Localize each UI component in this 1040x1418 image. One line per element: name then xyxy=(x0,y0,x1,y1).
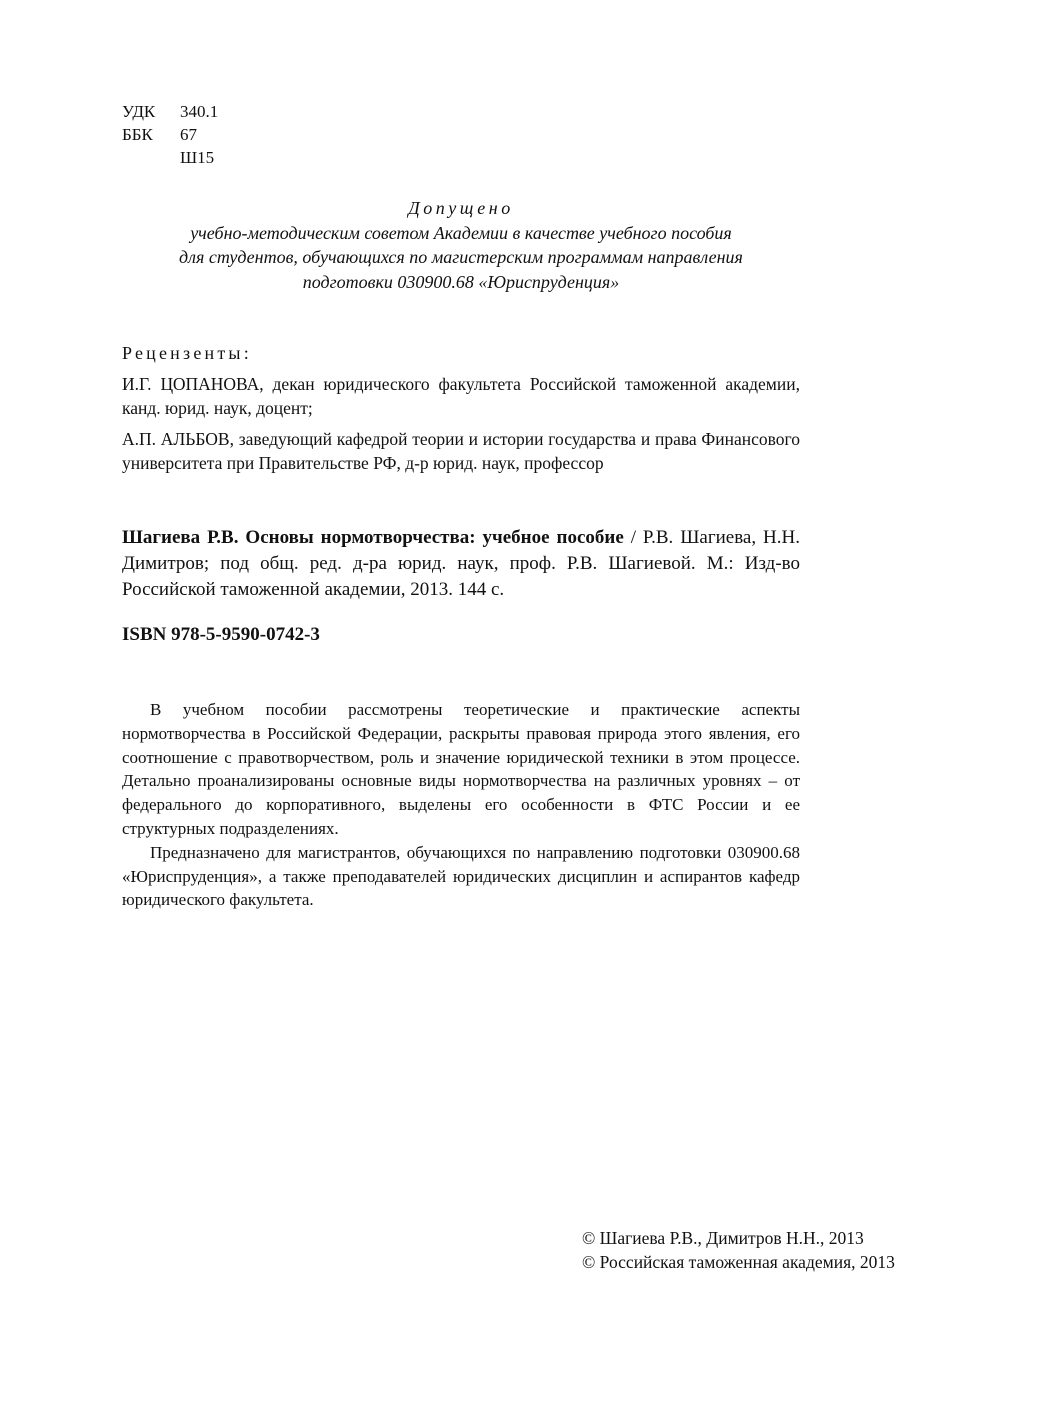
classification-block xyxy=(122,100,218,169)
bbk-value: 67 xyxy=(180,125,197,144)
reviewer-2: А.П. АЛЬБОВ, заведующий кафедрой теории и истории государства и права Финансового университета при Правительстве РФ, д-р юрид. наук, профессор xyxy=(122,429,800,473)
udk-value: 340.1 xyxy=(180,102,219,121)
abstract-paragraph-2: Предназначено для магистрантов, обучающихся по направлению подготовки 030900.68 «Юриспруденция», а также преподавателей юридических дисциплин и аспирантов кафедр юридического факультета. xyxy=(122,842,800,910)
bibliographic-record xyxy=(122,525,800,603)
approval-line-1: учебно-методическим советом Академии в качестве учебного пособия xyxy=(190,222,732,243)
udk-row xyxy=(122,100,218,123)
copyright-line-2: © Российская таможенная академия, 2013 xyxy=(582,1252,895,1272)
approval-line-3: подготовки 030900.68 «Юриспруденция» xyxy=(302,271,620,292)
isbn: ISBN 978-5-9590-0742-3 xyxy=(122,624,320,645)
bibliographic-details: / Р.В. Шагиева, Н.Н. Димитров; под общ. ред. д-ра юрид. наук, проф. Р.В. Шагиевой. М.: Изд-во Российской таможенной академии, 2013. 144 с. xyxy=(122,527,800,600)
copyright-line-1: © Шагиева Р.В., Димитров Н.Н., 2013 xyxy=(582,1228,864,1248)
bbk-label: ББК xyxy=(122,125,153,144)
copyright-block xyxy=(582,1226,895,1274)
bbk-row xyxy=(122,123,218,146)
reviewer-1: И.Г. ЦОПАНОВА, декан юридического факультета Российской таможенной академии, канд. юрид. наук, доцент; xyxy=(122,374,800,418)
reviewers-heading: Рецензенты: xyxy=(122,343,252,363)
bibliographic-title: Шагиева Р.В. Основы нормотворчества: учебное пособие xyxy=(122,527,624,548)
author-mark-row xyxy=(122,146,218,169)
author-mark: Ш15 xyxy=(180,148,215,167)
abstract xyxy=(122,698,800,912)
approval-heading: Допущено xyxy=(408,198,514,218)
udk-label: УДК xyxy=(122,102,156,121)
approval-line-2: для студентов, обучающихся по магистерским программам направления xyxy=(179,247,743,267)
abstract-paragraph-1: В учебном пособии рассмотрены теоретические и практические аспекты нормотворчества в Российской Федерации, раскрыты правовая природа этого явления, его соотношение с правотворчеством, роль и значение юридической техники в этом процессе. Детально проанализированы основные виды нормотворчества на различных уровнях – от федерального до корпоративного, выделены его особенности в ФТС России и ее структурных подразделениях. xyxy=(122,700,800,838)
approval-block xyxy=(122,196,800,294)
